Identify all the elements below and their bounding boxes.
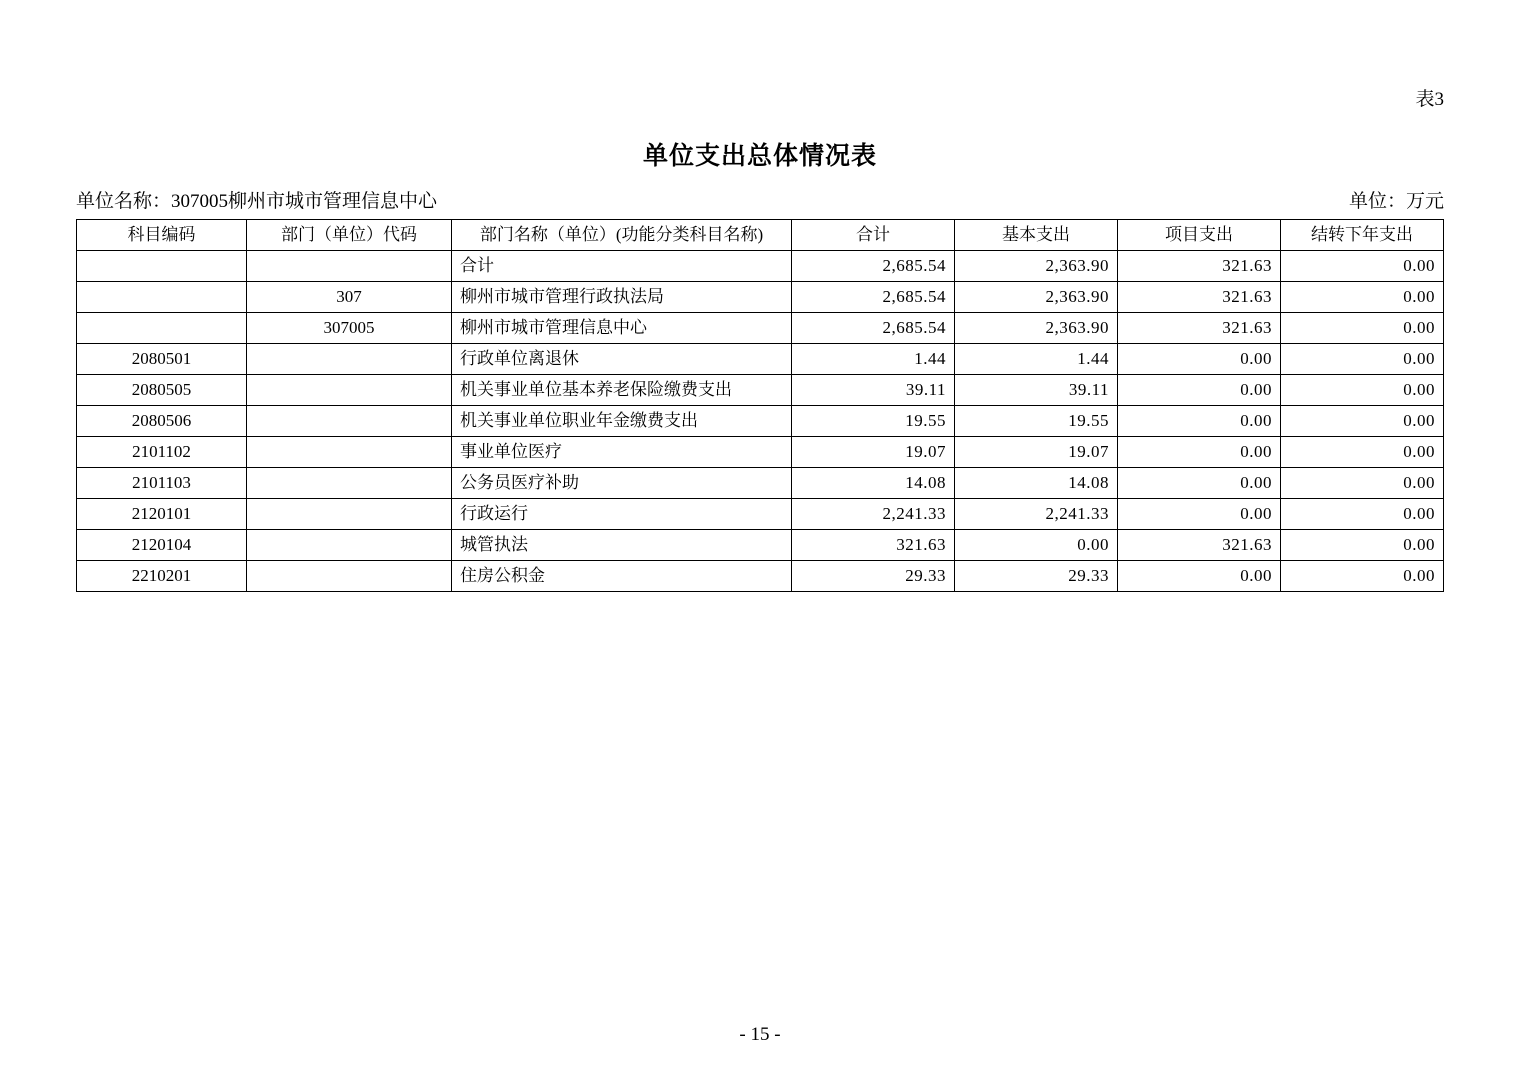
cell-total: 2,685.54 (792, 251, 955, 282)
cell-dept-name: 城管执法 (452, 530, 792, 561)
table-label: 表3 (1415, 89, 1444, 110)
cell-basic: 2,363.90 (955, 282, 1118, 313)
column-header-project: 项目支出 (1118, 220, 1281, 251)
amount-unit-label: 单位：万元 (1348, 191, 1444, 212)
table-row (77, 499, 1444, 530)
cell-project: 321.63 (1118, 530, 1281, 561)
cell-dept-code (247, 406, 452, 437)
column-header-subject-code: 科目编码 (77, 220, 247, 251)
table-row (77, 468, 1444, 499)
cell-carryover: 0.00 (1281, 313, 1444, 344)
cell-carryover: 0.00 (1281, 530, 1444, 561)
cell-subject-code (77, 251, 247, 282)
cell-carryover: 0.00 (1281, 499, 1444, 530)
cell-basic: 29.33 (955, 561, 1118, 592)
cell-basic: 19.55 (955, 406, 1118, 437)
cell-dept-name: 柳州市城市管理信息中心 (452, 313, 792, 344)
cell-dept-name: 事业单位医疗 (452, 437, 792, 468)
cell-total: 19.55 (792, 406, 955, 437)
cell-total: 39.11 (792, 375, 955, 406)
cell-dept-code (247, 375, 452, 406)
cell-basic: 19.07 (955, 437, 1118, 468)
cell-total: 1.44 (792, 344, 955, 375)
cell-subject-code: 2101102 (77, 437, 247, 468)
cell-project: 321.63 (1118, 282, 1281, 313)
cell-dept-name: 公务员医疗补助 (452, 468, 792, 499)
cell-project: 0.00 (1118, 406, 1281, 437)
table-row (77, 344, 1444, 375)
cell-dept-code (247, 344, 452, 375)
column-header-total: 合计 (792, 220, 955, 251)
cell-dept-name: 机关事业单位基本养老保险缴费支出 (452, 375, 792, 406)
table-row (77, 530, 1444, 561)
table-row (77, 251, 1444, 282)
cell-project: 0.00 (1118, 344, 1281, 375)
cell-project: 0.00 (1118, 468, 1281, 499)
cell-basic: 14.08 (955, 468, 1118, 499)
cell-dept-code (247, 530, 452, 561)
cell-subject-code (77, 313, 247, 344)
cell-subject-code: 2080506 (77, 406, 247, 437)
cell-carryover: 0.00 (1281, 437, 1444, 468)
cell-dept-name: 行政单位离退休 (452, 344, 792, 375)
cell-basic: 2,241.33 (955, 499, 1118, 530)
table-header-row (77, 220, 1444, 251)
table-body (77, 251, 1444, 592)
cell-carryover: 0.00 (1281, 282, 1444, 313)
cell-total: 14.08 (792, 468, 955, 499)
page-title: 单位支出总体情况表 (642, 141, 877, 170)
cell-basic: 2,363.90 (955, 313, 1118, 344)
table-row (77, 375, 1444, 406)
cell-basic: 39.11 (955, 375, 1118, 406)
table-row (77, 313, 1444, 344)
cell-dept-code (247, 437, 452, 468)
cell-project: 0.00 (1118, 499, 1281, 530)
cell-subject-code: 2210201 (77, 561, 247, 592)
cell-total: 29.33 (792, 561, 955, 592)
cell-dept-code (247, 251, 452, 282)
cell-dept-code: 307005 (247, 313, 452, 344)
table-row (77, 282, 1444, 313)
cell-total: 2,241.33 (792, 499, 955, 530)
page-number: - 15 - (739, 1024, 781, 1045)
cell-carryover: 0.00 (1281, 375, 1444, 406)
expenditure-table (76, 219, 1444, 592)
cell-dept-name: 住房公积金 (452, 561, 792, 592)
column-header-dept-name: 部门名称（单位）(功能分类科目名称) (452, 220, 792, 251)
table-row (77, 561, 1444, 592)
column-header-basic: 基本支出 (955, 220, 1118, 251)
meta-row (76, 186, 1444, 213)
cell-dept-name: 机关事业单位职业年金缴费支出 (452, 406, 792, 437)
cell-carryover: 0.00 (1281, 468, 1444, 499)
cell-basic: 1.44 (955, 344, 1118, 375)
cell-carryover: 0.00 (1281, 251, 1444, 282)
cell-subject-code: 2120101 (77, 499, 247, 530)
table-row (77, 437, 1444, 468)
table-row (77, 406, 1444, 437)
cell-subject-code (77, 282, 247, 313)
cell-project: 321.63 (1118, 313, 1281, 344)
cell-total: 321.63 (792, 530, 955, 561)
cell-dept-code (247, 499, 452, 530)
cell-basic: 2,363.90 (955, 251, 1118, 282)
cell-subject-code: 2080501 (77, 344, 247, 375)
cell-project: 0.00 (1118, 375, 1281, 406)
cell-dept-code: 307 (247, 282, 452, 313)
cell-carryover: 0.00 (1281, 561, 1444, 592)
cell-dept-name: 合计 (452, 251, 792, 282)
cell-dept-code (247, 468, 452, 499)
cell-carryover: 0.00 (1281, 406, 1444, 437)
column-header-dept-code: 部门（单位）代码 (247, 220, 452, 251)
cell-dept-code (247, 561, 452, 592)
cell-subject-code: 2080505 (77, 375, 247, 406)
cell-total: 19.07 (792, 437, 955, 468)
cell-subject-code: 2101103 (77, 468, 247, 499)
cell-subject-code: 2120104 (77, 530, 247, 561)
cell-carryover: 0.00 (1281, 344, 1444, 375)
cell-total: 2,685.54 (792, 282, 955, 313)
cell-dept-name: 柳州市城市管理行政执法局 (452, 282, 792, 313)
cell-project: 0.00 (1118, 437, 1281, 468)
cell-basic: 0.00 (955, 530, 1118, 561)
unit-name-label: 单位名称：307005柳州市城市管理信息中心 (76, 191, 438, 212)
cell-dept-name: 行政运行 (452, 499, 792, 530)
column-header-carryover: 结转下年支出 (1281, 220, 1444, 251)
cell-total: 2,685.54 (792, 313, 955, 344)
cell-project: 0.00 (1118, 561, 1281, 592)
cell-project: 321.63 (1118, 251, 1281, 282)
